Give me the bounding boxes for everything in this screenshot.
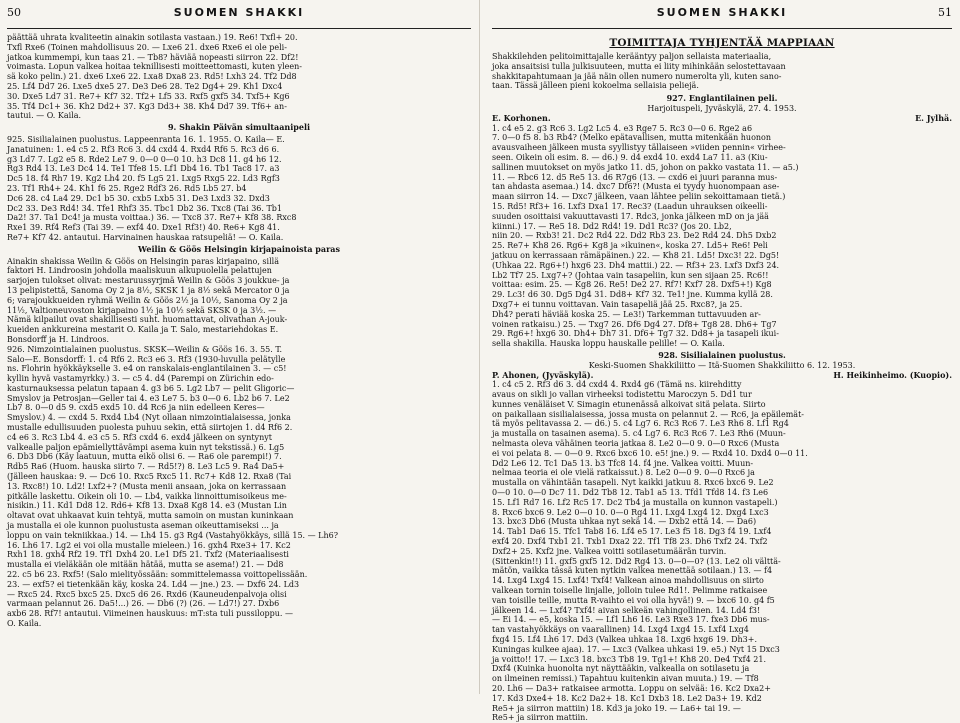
text-line: Da2! 37. Ta1 Dc4! ja musta voittaa.) 36. — Txc8 37. Re7+ Kf8 38. Rxc8	[7, 213, 297, 223]
game-927-place: Harjoituspeli, Jyväskylä, 27. 4. 1953.	[647, 103, 797, 113]
text-line: ja voitto!! 17. — Lxc3 18. bxc3 Tb8 19. Tg1+! Kh8 20. De4 Txf4 21.	[492, 654, 766, 664]
right-running-title: SUOMEN SHAKKI	[656, 6, 788, 19]
text-line: — Ei 14. — e5, koska 15. — Lf1 Lh6 16. Le3 Rxe3 17. fxe3 Db6 mus-	[492, 615, 770, 625]
text-line: exf4 20. Dxf4 Txb1 21. Txb1 Dxa2 22. Tf1 Tf8 23. Dh6 Txf2 24. Txf2	[492, 537, 768, 547]
text-line: 925. Sisilialainen puolustus. Lappeenranta 16. 1. 1955. O. Kaila— E.	[7, 134, 285, 144]
text-line: 22. c5 b6 23. Rxf5! (Salo mielityössään: sommittelemassa voittopelissään.	[7, 570, 308, 580]
text-line: päättää uhrata kvaliteetin ainakin sotilasta vastaan.) 19. Re6! Txfl+ 20.	[7, 33, 298, 42]
game-928-place: Keski-Suomen Shakkiliitto — Itä-Suomen Shakkiliitto 6. 12. 1953.	[588, 360, 856, 370]
text-line: 13 pelipistettä, Sanoma Oy 2 ja 8½, SKSK 1 ja 8½ sekä Mercator 0 ja	[7, 285, 290, 295]
text-line: O. Kaila.	[7, 619, 42, 629]
text-line: 29. Lc3! d6 30. Dg5 Dg4 31. Dd8+ Kf7 32. Te1! jne. Kumma kyllä 28.	[492, 290, 773, 300]
text-line: maan siirron 14. — Dxc7 jälkeen, vaan lähtee peliin sekoittamaan tietä.)	[492, 192, 786, 202]
article-intro	[492, 52, 952, 91]
text-line: Dc6 28. c4 La4 29. Dc1 b5 30. cxb5 Lxb5 31. De3 Lxd3 32. Dxd3	[7, 193, 270, 203]
text-line: suuden osoittaisi vakuuttavasti 17. Rdc3, jonka jälkeen mD on ja jää	[492, 211, 769, 221]
text-line: jälkeen 14. — Lxf4? Txf4! aivan selkeän vahingollinen. 14. Ld4 f3!	[492, 605, 761, 615]
text-line: 23. Tf1 Rh4+ 24. Kh1 f6 25. Rge2 Rdf3 26. Rd5 Lb5 27. b4	[7, 183, 247, 193]
text-line: on paikallaan sisilialaisessa, jossa musta on pelannut 2. — Rc6, ja epäilemät-	[492, 409, 804, 419]
text-line: Rxh1 18. gxh4 Rf2 19. Tf1 Dxh4 20. Le1 Df5 21. Txf2 (Materiaalisesti	[7, 550, 289, 560]
text-line: 20. Lh6 — Da3+ ratkaisee armotta. Loppu on selvää: 16. Kc2 Dxa2+	[492, 684, 771, 693]
text-line: 25. Re7+ Kh8 26. Rg6+ Kg8 ja »ikuinen«, koska 27. Ld5+ Re6! Peli	[492, 241, 768, 251]
text-line: faktori H. Lindroosin johdolla maaliskuun alkupuolella pelattujen	[7, 266, 272, 276]
text-line: Re7+ Kf7 42. antautui. Harvinainen hauskaa ratsupeliä! — O. Kaila.	[7, 232, 284, 242]
text-line: 1. c4 c5 2. Rf3 d6 3. d4 cxd4 4. Rxd4 g6 (Tämä ns. kiirehditty	[492, 380, 742, 390]
text-line: Dxg7+ ei tunnu voittavan. Vain tasapeliä jää 25. Rxc8?, ja 25.	[492, 299, 743, 309]
right-page	[480, 0, 960, 723]
text-line: van toisille teille, mutta R-vaihto ei voi olla hyvä!) 9. — bxc6 10. g4 f5	[492, 595, 775, 605]
text-line: c4 e6 3. Rc3 Lb4 4. e3 c5 5. Rf3 cxd4 6. exd4 jälkeen on syntynyt	[7, 432, 272, 442]
text-line: avausvaiheen jälkeen musta syyllistyy tällaiseen »viiden pennin« virhee-	[492, 143, 786, 153]
text-line: — Rxc5 24. Rxc5 bxc5 25. Dxc5 d6 26. Rxd6 (Kauneudenpalvoja olisi	[7, 589, 287, 599]
text-line: 15. Rd5! Rf3+ 16. Lxf3 Dxa1 17. Rec3? (Laadun uhrauksen oikeelli-	[492, 201, 768, 211]
text-line: 29. Rg6+! hxg6 30. Dh4+ Dh7 31. Df6+ Tg7 32. Dd8+ ja tasapeli ikui-	[492, 329, 779, 339]
text-line: 30. Dxe5 Ld7 31. Re7+ Kf7 32. Tf2+ Lf5 33. Rxf5 gxf5 34. Txf5+ Kg6	[7, 91, 290, 101]
game-928-heading: 928. Sisilialainen puolustus.	[658, 349, 786, 360]
text-line: ei voi pelata 8. — 0—0 9. Rxc6 bxc6 10. e5! jne.) 9. — Rxd4 10. Dxd4 0—0 11.	[492, 448, 808, 458]
text-line: Dh4? perati häviää koska 25. — Le3!) Tarkemman tuttavuuden ar-	[492, 309, 761, 319]
printing-houses-article	[7, 257, 471, 345]
game-926	[7, 345, 471, 629]
left-page-number: 50	[7, 6, 21, 19]
text-line: 7. 0—0 f5 8. b3 Rb4? (Melko epätavallisen, mutta mitenkään huonon	[492, 133, 772, 143]
text-line: Re5+ ja siirron mattiin) 18. Kd3 ja joko 19. — La6+ tai 19. —	[492, 703, 741, 713]
text-line: sä koko pelin.) 21. dxe6 Lxe6 22. Lxa8 Dxa8 23. Rd5! Lxh3 24. Tf2 Dd8	[7, 72, 297, 82]
game-927-black: E. Jylhä.	[915, 112, 952, 123]
text-line: Dxf2+ 25. Kxf2 jne. Valkea voitti sotilasetumäärän turvin.	[492, 546, 727, 556]
right-running-head	[492, 0, 952, 29]
text-line: ns. Flohrin hyökkäykselle 3. e4 on ranskalais-englantilainen 3. — c5!	[7, 364, 287, 374]
text-line: kiinni.) 17. — Re5 18. Dd2 Rd4! 19. Dd1 Rc3? (Jos 20. Lb2,	[492, 221, 732, 231]
text-line: Dd2 Le6 12. Tc1 Da5 13. b3 Tfc8 14. f4 jne. Valkea voitti. Muun-	[492, 458, 754, 468]
text-line: Lb2 Tf7 25. Lxg7+? (Johtaa vain tasapeliin, kun sen sijaan 25. Rc6!!	[492, 270, 769, 280]
text-line: 926. Nimzointialainen puolustus. SKSK—Weilin & Göös 16. 3. 55. T.	[7, 344, 283, 354]
text-line: on ilmeinen remissi.) Tapahtuu kuitenkin aivan muuta.) 19. — Tf8	[492, 674, 759, 684]
section-heading-simultaneous: 9. Shakin Päivän simultaanipeli	[167, 122, 311, 133]
text-line: 13. bxc3 Db6 (Musta uhkaa nyt sekä 14. — Dxb2 että 14. — Da6)	[492, 517, 757, 527]
text-line: nisikin.) 11. Kd1 Dd8 12. Rd6+ Kf8 13. Dxa8 Kg8 14. e3 (Mustan Lin	[7, 501, 287, 511]
left-running-title: SUOMEN SHAKKI	[173, 6, 305, 19]
text-line: Re5+ ja siirron mattiin.	[492, 713, 588, 723]
text-line: Rdb5 Ra6 (Huom. hauska siirto 7. — Rd5!?) 8. Le3 Lc5 9. Ra4 Da5+	[7, 462, 285, 472]
text-line: 6; varajoukkueiden ryhmä Weilin & Göös 2½ ja 10½, Sanoma Oy 2 ja	[7, 295, 288, 305]
text-line: pitkälle laskettu. Oikein oli 10. — Lb4, vaikka linnoittumisoikeus me-	[7, 491, 287, 501]
text-line: kueiden ankkureina mestarit O. Kaila ja T. Salo, mestariehdokas E.	[7, 325, 279, 335]
text-line: sarjojen tulokset olivat: mestaruussyrjmä Weilin & Göös 3 joukkue- ja	[7, 276, 290, 286]
text-line: Smyslov ja Petrosjan—Geller tai 4. e3 Le7 5. b3 0—0 6. Lb2 b6 7. Le2	[7, 393, 290, 403]
text-line: Kuningas kulkee ajaa). 17. — Lxc3 (Valkea uhkasi 19. e5.) Nyt 15 Dxc3	[492, 644, 780, 654]
text-line: 16. Lh6 17. Lg2 ei voi olla mustalle mieleen.) 16. gxh4 Rxe3+ 17. Kc2	[7, 540, 291, 550]
text-line: voinen ratkaisu.) 25. — Txg7 26. Df6 Dg4 27. Df8+ Tg8 28. Dh6+ Tg7	[492, 319, 777, 329]
text-line: jatkoa kummempi, kun taas 21. — Tb8? häviää nopeasti siirron 22. Df2!	[7, 52, 299, 62]
text-line: Rxe1 39. Rf4 Ref3 (Tai 39. — exf4 40. Dxe1 Rf3!) 40. Re6+ Kg8 41.	[7, 223, 280, 233]
text-line: sallinen muutokset on myös jatko 11. d5, johon on pakko vastata 11. — a5.)	[492, 162, 799, 172]
text-line: mätön, vaikka tässä kuten nytkin valkea menettää sotilaan.) 13. — f4	[492, 566, 773, 576]
text-line: 0—0 10. 0—0 Dc7 11. Dd2 Tb8 12. Tab1 a5 13. Tfd1 Tfd8 14. f3 Le6	[492, 488, 769, 498]
text-line: Shakkilehden pelitoimittajalle kerääntyy paljon sellaista materiaalia,	[492, 52, 772, 61]
text-line: tan ahdasta asemaa.) 14. dxc7 Df6?! (Musta ei tyydy huonompaan ase-	[492, 182, 780, 192]
text-line: 17. Kd3 Dxe4+ 18. Kc2 Da2+ 18. Kc1 Dxb3 18. Le2 Da3+ 19. Kd2	[492, 693, 762, 703]
text-line: voimasta. Lopun valkea hoitaa teknillisesti moitteettomasti, kuten yleen-	[7, 62, 303, 72]
text-line: 35. Tf4 Dc1+ 36. Kh2 Dd2+ 37. Kg3 Dd3+ 38. Kh4 Dd7 39. Tf6+ an-	[7, 101, 287, 111]
text-line: (Jälleen hauskaa: 9. — Dc6 10. Rxc5 Rxc5 11. Rc7+ Kd8 12. Rxa8 (Tai	[7, 472, 292, 482]
text-line: 14. Lxg4 Lxg4 15. Lxf4! Txf4! Valkean ainoa mahdollisuus on siirto	[492, 576, 764, 586]
text-line: Ainakin shakissa Weilin & Göös on Helsingin paras kirjapaino, sillä	[7, 256, 279, 266]
text-line: mustalla on vähintään tasapeli. Nyt kaikki jatkuu 8. Rxc6 bxc6 9. Le2	[492, 478, 774, 488]
text-line: mustalla ei vieläkään ole mitään hätää, mutta se asema!) 21. — Dd8	[7, 560, 284, 570]
text-line: Dxf4 (Kuinka huonolta nyt näyttääkin, valkealla on sotilasetu ja	[492, 664, 750, 674]
text-line: joka ansaitsisi tulla julkisuuteen, mutta ei liity mihinkään selostettavaan	[492, 61, 786, 71]
left-running-head	[7, 0, 471, 29]
text-line: Bonsdorff ja H. Lindroos.	[7, 334, 110, 344]
section-heading-printing-houses: Weilin & Göös Helsingin kirjapainoista paras	[138, 243, 340, 254]
game-927-white: E. Korhonen.	[492, 112, 551, 123]
right-page-number: 51	[937, 6, 952, 19]
text-line: (Uhkaa 22. Rg6+!) hxg6 23. Dh4 mattii.) 22. — Rf3+ 23. Lxf3 Dxf3 24.	[492, 260, 780, 270]
text-line: varmaan pelannut 26. Da5!...) 26. — Db6 (?) (26. — Ld7!) 27. Dxb6	[7, 599, 280, 609]
game-928-moves	[492, 380, 952, 723]
text-line: ja mustalla on tasainen asema). 5. c4 Lg7 6. Rc3 Rc6 7. Le3 Rh6 (Muun-	[492, 429, 786, 439]
text-line: taan. Tässä jälleen pieni kokoelma sellaisia peliejä.	[492, 81, 699, 91]
text-line: kasturnauksessa pelatun tapaan 4. g3 b6 5. Lg2 Lb7 — pelit Gligoric—	[7, 383, 295, 393]
text-line: 14. Tab1 Da6 15. Tfc1 Tab8 16. Lf4 e5 17. Le3 f5 18. Dg3 f4 19. Lxf4	[492, 527, 772, 537]
text-line: 13. Rxc8!) 10. Ld2! Lxf2+? (Musta menii ansaan, joka on kerrassaan	[7, 481, 287, 491]
text-line: tan vastahyökkäys on vaarallinen) 14. Lxg4 Lxg4 15. Lxf4 Lxg4	[492, 625, 749, 635]
text-line: Dc5 18. f4 Rh7 19. Kg2 Lh4 20. f5 Lg5 21. Lxg5 Rxg5 22. Ld3 Rgf3	[7, 174, 280, 184]
text-line: shakkitapahtumaan ja jää näin ollen numero numerolta yli, kuten sano-	[492, 71, 782, 81]
text-line: 15. Lf1 Rd7 16. Lf2 Rc5 17. Dc2 Tb4 ja mustalla on kunnon vastapeli.)	[492, 497, 778, 507]
game-927-players	[492, 114, 952, 124]
game-927-heading: 927. Englantilainen peli.	[666, 93, 778, 104]
text-line: fxg4 15. Lf4 Lh6 17. Dd3 (Valkea uhkaa 18. Lxg6 hxg6 19. Dh3+.	[492, 635, 757, 645]
game-927-moves	[492, 124, 952, 349]
text-line: Rg3 Rd4 13. Le3 Dc4 14. Te1 Tfe8 15. Lf1 Db4 16. Tb1 Tac8 17. a3	[7, 164, 280, 174]
text-line: g3 Ld7 7. Lg2 e5 8. Rde2 Le7 9. 0—0 0—0 10. h3 Dc8 11. g4 h6 12.	[7, 154, 282, 164]
left-page	[0, 0, 480, 694]
text-line: Dc2 33. De3 Rd4! 34. Tfe1 Rhf3 35. Tbc1 Db2 36. Txc8 (Tai 36. Tb1	[7, 203, 283, 213]
text-line: Smyslov.) 4. — cxd4 5. Rxd4 Lb4 (Nyt ollaan nimzointialaisessa, jonka	[7, 413, 291, 423]
text-line: Salo—E. Bonsdorff: 1. c4 Rf6 2. Rc3 e6 3. Rf3 (1930-luvulla pelätylle	[7, 354, 286, 364]
article-title: TOIMITTAJA TYHJENTÄÄ MAPPIAAN	[609, 37, 835, 49]
game-continuation	[7, 33, 471, 121]
text-line: seen. Oikein oli esim. 8. — d6.) 9. d4 exd4 10. exd4 La7 11. a3 (Kiu-	[492, 152, 768, 162]
text-line: oltavat ovat uhkaavat kuin tehtyä, mutta samoin on mustan kuninkaan	[7, 511, 294, 521]
text-line: Janatuinen: 1. e4 c5 2. Rf3 Rc6 3. d4 cxd4 4. Rxd4 Rf6 5. Rc3 d6 6.	[7, 144, 280, 154]
left-body	[7, 29, 471, 629]
text-line: avaus on sikli jo vallan virheeksi todistettu Maroczyn 5. Dd1 tur	[492, 390, 752, 400]
game-925	[7, 135, 471, 243]
text-line: loppu on vain tekniikkaa.) 14. — Lh4 15. g3 Rg4 (Vastahyökkäys, sillä 15. — Lh6?	[7, 530, 339, 540]
text-line: 6. Db3 Db6 (Käy laatuun, mutta eikö olisi 6. — Ra6 ole parempi!) 7.	[7, 452, 282, 462]
right-body	[492, 29, 952, 723]
text-line: Lb7 8. 0—0 d5 9. cxd5 exd5 10. d4 Rc6 ja niin edelleen Keres—	[7, 403, 265, 413]
text-line: ja mustalla ei ole kunnon puolustusta aseman oikeuttamiseksi ... ja	[7, 521, 279, 531]
text-line: kunnes venäläiset V. Simagin etunenässä alkoivat sitä pelata. Siirto	[492, 399, 766, 409]
text-line: tä myös pelitavassa 2. — d6.) 5. c4 Lg7 6. Rc3 Rc6 7. Le3 Rh6 8. Lf1 Rg4	[492, 419, 789, 429]
text-line: kyllin hyvä vastamyrkky.) 3. — c5 4. d4 (Parempi on Zürichin edo-	[7, 374, 274, 384]
text-line: valkealle paljon epämiellyttävämpi asema kuin nyt tekstissä.) 6. Lg5	[7, 442, 285, 452]
game-928-black: H. Heikinheimo. (Kuopio).	[833, 369, 952, 380]
text-line: Nämä kilpailut ovat shakillisesti suht. huomattavat, olivathan A-jouk-	[7, 315, 288, 325]
text-line: valkean tornin toiselle linjalle, jolloin tulee Rd1!. Pelimme ratkaisee	[492, 586, 768, 596]
text-line: sella shakilla. Hauska loppu hauskalle pelille! — O. Kaila.	[492, 339, 725, 349]
text-line: tautui. — O. Kaila.	[7, 111, 82, 121]
text-line: Txfl Rxe6 (Toinen mahdollisuus 20. — Lxe6 21. dxe6 Rxe6 ei ole peli-	[7, 42, 287, 52]
text-line: 8. Rxc6 bxc6 9. Le2 0—0 10. 0—0 Rg4 11. Lxg4 Lxg4 12. Dxg4 Lxc3	[492, 507, 769, 517]
text-line: axb6 28. Rf7! antautui. Viimeinen hauskuus: mT:sta tuli pussiloppu. —	[7, 609, 293, 619]
game-928-white: P. Ahonen, (Jyväskylä).	[492, 369, 594, 380]
text-line: 25. Lf4 Dd7 26. Lxe5 dxe5 27. De3 De6 28. Te2 Dg4+ 29. Kh1 Dxc4	[7, 81, 283, 91]
text-line: nelmasta oleva vähäinen teoria jatkaa 8. Le2 0—0 9. 0—0 Rxc6 (Musta	[492, 439, 780, 449]
text-line: mustalle edullisuuden puolesta puhuu sekin, että siirtojen 1. d4 Rf6 2.	[7, 423, 293, 433]
text-line: nelmaa teoria ei ole vielä ratkaissut.) 8. Le2 0—0 9. 0—0 Rxc6 ja	[492, 468, 755, 478]
text-line: jatkuu on kerrassaan rämäpäinen.) 22. — Kh8 21. Ld5! Dxc3! 22. Dg5!	[492, 250, 780, 260]
game-928-players	[492, 371, 952, 381]
text-line: 11. — Rbc6 12. d5 Re5 13. d6 R7g6 (13. — cxd6 ei juuri paranna mus-	[492, 172, 778, 182]
text-line: (Sittenkin!!) 11. gxf5 gxf5 12. Dd2 Rg4 13. 0—0—0? (13. Le2 oli välttä-	[492, 556, 781, 566]
text-line: 1. c4 e5 2. g3 Rc6 3. Lg2 Lc5 4. e3 Rge7 5. Rc3 0—0 6. Rge2 a6	[492, 123, 753, 133]
text-line: niin 20. — Rxb3! 21. Dc2 Rd4 22. Dd2 Rb3 23. De2 Rd4 24. Dh5 Dxb2	[492, 231, 777, 241]
text-line: 23. — exf5? ei tietenkään käy, koska 24. Ld4 — jne.) 23. — Dxf6 24. Ld3	[7, 579, 300, 589]
text-line: 11½, Valtioneuvoston kirjapaino 1½ ja 10½ sekä SKSK 0 ja 3½. —	[7, 305, 277, 315]
text-line: voittaa: esim. 25. — Kg8 26. Re5! De2 27. Rf7! Kxf7 28. Dxf5+!) Kg8	[492, 280, 772, 290]
